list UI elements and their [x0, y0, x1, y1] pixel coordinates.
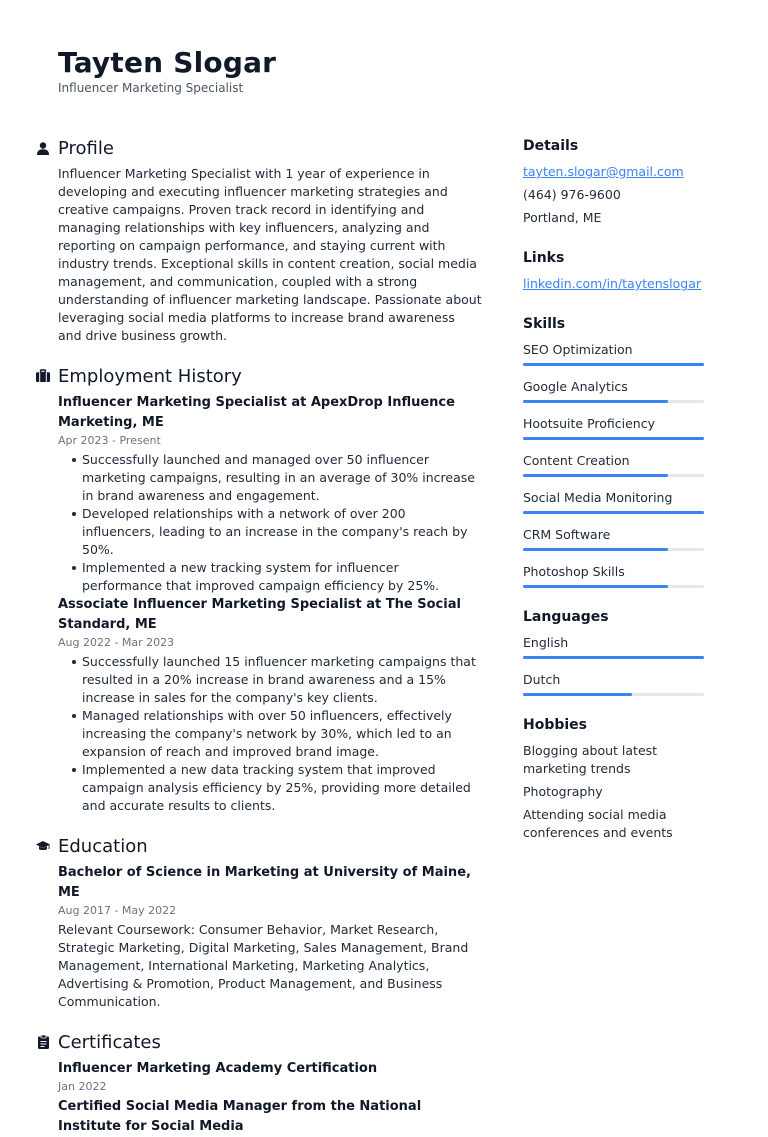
skill-item: [523, 415, 713, 440]
language-item: [523, 634, 713, 659]
skill-level-bar: [523, 474, 704, 477]
job-entry: [58, 393, 482, 595]
candidate-name: Tayten Slogar: [58, 46, 277, 79]
skill-item: [523, 378, 713, 403]
job-title: Influencer Marketing Specialist at ApexDrop Influence Marketing, ME: [58, 395, 455, 430]
details-section: [523, 137, 713, 227]
skill-name: Social Media Monitoring: [523, 490, 673, 505]
job-bullets: [58, 653, 482, 815]
linkedin-link[interactable]: linkedin.com/in/taytenslogar: [523, 276, 702, 291]
skill-level-bar: [523, 437, 704, 440]
side-column: [523, 137, 713, 842]
education-heading: [36, 835, 482, 857]
skill-name: Photoshop Skills: [523, 564, 625, 579]
hobby-item: Attending social media conferences and events: [523, 807, 673, 840]
skill-item: [523, 452, 713, 477]
profile-text: Influencer Marketing Specialist with 1 year of experience in developing and executing influencer marketing strategies and creative campaigns. Proven track record in identifying and managing relationships with key influencers, analyzing and reporting on campaign performance, and staying current with industry trends. Exceptional skills in content creation, social media management, and communication, coupled with a strong understanding of influencer marketing landscape. Passionate about leveraging social media platforms to increase brand awareness and drive business growth.: [58, 166, 482, 343]
skills-title: Skills: [523, 316, 566, 332]
hobbies-title: Hobbies: [523, 717, 588, 733]
list-item: Developed relationships with a network of over 200 influencers, leading to an increase in the company's reach by 50%.: [82, 505, 482, 559]
certificates-section: [36, 1031, 482, 1137]
skill-name: SEO Optimization: [523, 342, 633, 357]
language-level-bar: [523, 693, 704, 696]
skill-item: [523, 563, 713, 588]
certificate-name: Influencer Marketing Academy Certification: [58, 1061, 378, 1076]
skills-section: [523, 315, 713, 588]
skill-level-bar: [523, 548, 704, 551]
hobby-item: Photography: [523, 784, 603, 799]
skill-level-bar: [523, 511, 704, 514]
skill-level-fill: [523, 437, 704, 440]
list-item: Managed relationships with over 50 influencers, effectively increasing the company's network by 30%, which led to an expansion of reach and improved brand image.: [82, 707, 482, 761]
certificate-name: Certified Social Media Manager from the National Institute for Social Media: [58, 1099, 422, 1134]
job-bullets: [58, 451, 482, 595]
coursework-text: Relevant Coursework: Consumer Behavior, Market Research, Strategic Marketing, Digital Marketing, Sales Management, Brand Management, International Marketing, Marketing Analytics, Advertising & Promotion, Product Management, and Business Communication.: [58, 922, 469, 1009]
clipboard-icon: [36, 1035, 50, 1049]
skill-level-fill: [523, 400, 668, 403]
languages-section: [523, 608, 713, 696]
links-section: [523, 249, 713, 293]
skill-level-fill: [523, 585, 668, 588]
degree-dates: Aug 2017 - May 2022: [58, 904, 177, 917]
skill-name: CRM Software: [523, 527, 611, 542]
profile-heading: [36, 137, 482, 159]
skill-level-bar: [523, 363, 704, 366]
employment-heading: [36, 365, 482, 387]
links-title: Links: [523, 250, 565, 266]
skill-name: Google Analytics: [523, 379, 628, 394]
skill-item: [523, 489, 713, 514]
skill-level-bar: [523, 400, 704, 403]
phone-number: (464) 976-9600: [523, 187, 621, 202]
certificate-date: Jan 2022: [58, 1080, 107, 1093]
profile-section: [36, 137, 482, 345]
certificates-title: Certificates: [58, 1031, 161, 1053]
degree-title: Bachelor of Science in Marketing at University of Maine, ME: [58, 865, 471, 900]
skill-level-fill: [523, 363, 704, 366]
candidate-headline: Influencer Marketing Specialist: [58, 81, 244, 95]
job-dates: Apr 2023 - Present: [58, 434, 161, 447]
language-item: [523, 671, 713, 696]
graduation-cap-icon: [36, 839, 50, 853]
skill-level-fill: [523, 548, 668, 551]
list-item: Successfully launched 15 influencer marketing campaigns that resulted in a 20% increase in brand awareness and a 15% increase in sales for the company's key clients.: [82, 653, 482, 707]
profile-title: Profile: [58, 137, 114, 159]
list-item: Implemented a new tracking system for influencer performance that improved campaign efficiency by 25%.: [82, 559, 482, 595]
language-level-fill: [523, 693, 632, 696]
languages-title: Languages: [523, 609, 609, 625]
language-name: English: [523, 635, 569, 650]
language-level-bar: [523, 656, 704, 659]
job-title: Associate Influencer Marketing Specialist at The Social Standard, ME: [58, 597, 461, 632]
main-column: [36, 137, 482, 1137]
briefcase-icon: [36, 369, 50, 383]
employment-title: Employment History: [58, 365, 242, 387]
skill-name: Hootsuite Proficiency: [523, 416, 656, 431]
list-item: Implemented a new data tracking system that improved campaign analysis efficiency by 25%, providing more detailed and accurate results to clients.: [82, 761, 482, 815]
hobbies-section: [523, 716, 713, 842]
language-name: Dutch: [523, 672, 561, 687]
hobby-item: Blogging about latest marketing trends: [523, 743, 658, 776]
job-entry: [58, 595, 482, 815]
language-level-fill: [523, 656, 704, 659]
education-section: [36, 835, 482, 1011]
details-title: Details: [523, 138, 579, 154]
skill-item: [523, 526, 713, 551]
certificates-heading: [36, 1031, 482, 1053]
skill-item: [523, 341, 713, 366]
skill-name: Content Creation: [523, 453, 630, 468]
education-title: Education: [58, 835, 148, 857]
employment-section: [36, 365, 482, 815]
job-dates: Aug 2022 - Mar 2023: [58, 636, 175, 649]
skill-level-fill: [523, 511, 704, 514]
skill-level-fill: [523, 474, 668, 477]
person-icon: [36, 141, 50, 155]
location: Portland, ME: [523, 210, 602, 225]
list-item: Successfully launched and managed over 50 influencer marketing campaigns, resulting in an average of 30% increase in brand awareness and engagement.: [82, 451, 482, 505]
email-link[interactable]: tayten.slogar@gmail.com: [523, 164, 684, 179]
skill-level-bar: [523, 585, 704, 588]
